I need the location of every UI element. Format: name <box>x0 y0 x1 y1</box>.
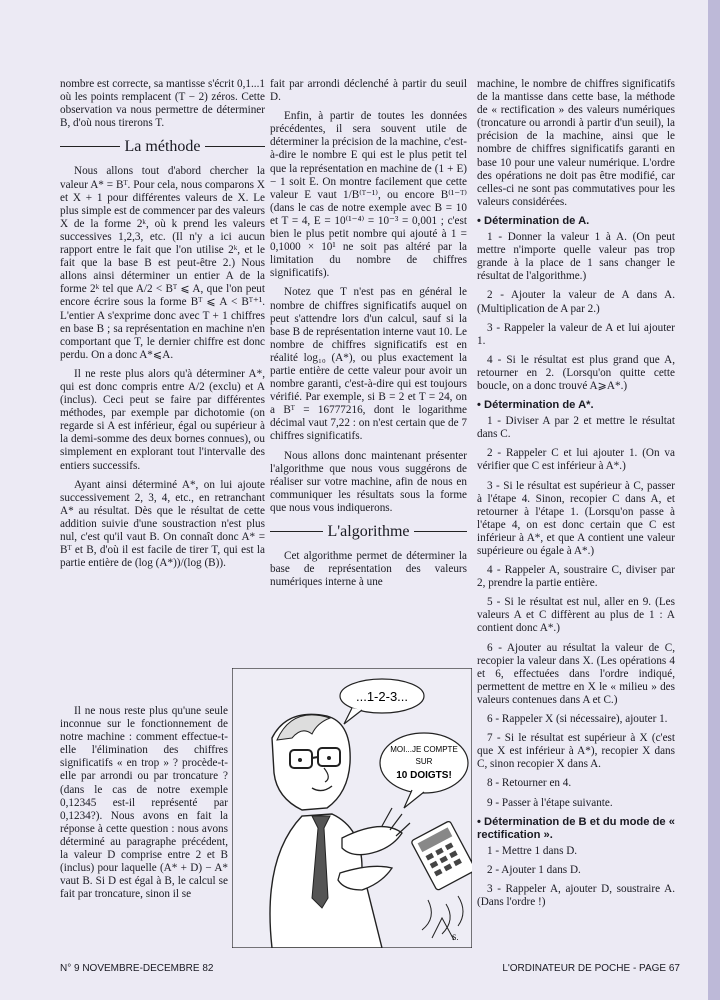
col1-paragraph-1: Nous allons tout d'abord chercher la valeur A* = Bᵀ. Pour cela, nous comparons X et X + 1 pour différentes valeurs de X. Le plus simple est de commencer par des valeurs X de la forme 2ᵏ, où k prend les valeurs successives 1,2,3, etc. (Il n'y a ici aucun rapport entre le fait que l'on utilise 2ᵏ, et le fait que la base B est peut-être 2.) Nous allons ainsi déterminer un entier A de la forme 2ᵏ tel que A/2 < Bᵀ ⩽ A, que l'on peut encore écrire sous la forme Bᵀ ⩽ A < Bᵀ⁺¹. L'entier A s'exprime donc avec T + 1 chiffres en base B ; sa représentation en machine n'en comportant que T, le dernier chiffre est donc perdu. On a donc A*⩽A. <box>60 165 265 361</box>
bubble-2-line-2: SUR <box>415 757 433 766</box>
step-astar-6b: 6 - Rappeler X (si nécessaire), ajouter 1. <box>487 713 668 726</box>
col2-paragraph-4: Cet algorithme permet de déterminer la base de représentation des valeurs numériques interne à une <box>270 550 467 589</box>
step-a-4: 4 - Si le résultat est plus grand que A, retourner en 2. (Lorsqu'on quitte cette boucle, on a donc trouvé A⩾A*.) <box>477 353 675 392</box>
step-a-3: 3 - Rappeler la valeur de A et lui ajouter 1. <box>477 321 675 347</box>
heading-rule-left <box>60 146 120 147</box>
step-a-2: 2 - Ajouter la valeur de A dans A. (Multiplication de A par 2.) <box>477 289 675 315</box>
step-a-1: 1 - Donner la valeur 1 à A. (On peut mettre n'importe quelle valeur pas trop grande à la place de 1 sans changer le résultat de l'algorithme.) <box>477 231 675 283</box>
cartoon-illustration <box>232 668 472 948</box>
col2-paragraph-3: Nous allons donc maintenant présenter l'algorithme que nous vous suggérons de réaliser sur votre machine, afin de nous en communiquer les résultats sous la forme que nous vous indiquerons. <box>270 449 467 514</box>
column-3 <box>477 78 675 915</box>
col1-paragraph-0: nombre est correcte, sa mantisse s'écrit 0,1...1 où les points remplacent (T − 2) zéros. Cette observation va nous permettre de déterminer B, d'où nous tirerons T. <box>60 78 265 130</box>
heading-rule-right <box>205 146 265 147</box>
step-astar-3: 3 - Si le résultat est supérieur à C, passer à l'étape 4. Sinon, recopier C dans A, et retourner à l'étape 1. (Lorsqu'on passe à l'étape 4, on est donc certain que C est inférieur à A*, et que A contient une valeur supérieure ou égale à A*.) <box>477 479 675 557</box>
subheading-determination-a-star: • Détermination de A*. <box>477 399 594 412</box>
step-astar-9: 9 - Passer à l'étape suivante. <box>487 796 613 809</box>
step-astar-6: 6 - Ajouter au résultat la valeur de C, recopier la valeur dans X. (Les opérations 4 et 6, effectuées dans l'ordre indiqué, permettent de mettre en X le « milieu » des valeurs contenues dans A et C.) <box>477 641 675 706</box>
heading-rule-left <box>270 531 323 532</box>
step-b-3: 3 - Rappeler A, ajouter D, soustraire A. (Dans l'ordre !) <box>477 882 675 909</box>
heading-text: La méthode <box>124 138 201 156</box>
step-b-1: 1 - Mettre 1 dans D. <box>487 844 578 857</box>
bubble-1-text: ...1-2-3... <box>355 689 409 704</box>
col3-paragraph-0: machine, le nombre de chiffres significatifs de la mantisse dans cette base, la méthode de « rectification » des valeurs numériques (troncature ou arrondi à partir d'un seuil), la précision de la machine, ainsi que le nombre de chiffres significatifs garanti en base 10 pour une valeur numérique. L'ordre des opérations ne doit pas être modifié, car celles-ci ne sont pas commutatives pour les valeurs considérées. <box>477 78 675 208</box>
page-edge <box>708 0 720 1000</box>
footer-page: L'ORDINATEUR DE POCHE - PAGE 67 <box>502 963 680 974</box>
col2-paragraph-1: Enfin, à partir de toutes les données précédentes, il sera souvent utile de déterminer la précision de la machine, c'est-à-dire le nombre E qui est le plus petit tel que la représentation en machine de (1 + E) − 1 soit E. On montre facilement que cette valeur E vaut 1/B⁽ᵀ⁻¹⁾, ou encore B⁽¹⁻ᵀ⁾ (dans le cas de notre exemple avec B = 10 et T = 4, E = 10⁽¹⁻⁴⁾ = 10⁻³ = 0,001 ; c'est bien le plus petit nombre qui ajouté à 1 = 0,1000 × 10¹ ne soit pas altéré par la limitation du nombre de chiffres significatifs). <box>270 110 467 280</box>
step-astar-8: 8 - Retourner en 4. <box>487 777 572 790</box>
cartoon-signature: S. <box>452 933 459 942</box>
col2-paragraph-0: fait par arrondi déclenché à partir du seuil D. <box>270 78 467 104</box>
column-2 <box>270 78 467 595</box>
step-astar-2: 2 - Rappeler C et lui ajouter 1. (On va vérifier que C est inférieur à A*.) <box>477 447 675 473</box>
step-astar-7: 7 - Si le résultat est supérieur à X (c'est que X est inférieur à A*), recopier X dans C, sinon recopier X dans A. <box>477 732 675 771</box>
step-b-2: 2 - Ajouter 1 dans D. <box>487 863 581 876</box>
col1-paragraph-2: Il ne reste plus alors qu'à déterminer A*, qui est donc compris entre A/2 (exclu) et A (inclus). Ceci peut se faire par différentes méthodes, par exemple par dichotomie (on regarde si A est inférieur, égal ou supérieur à la demi-somme des deux bornes connues), ou simplement en explorant tout l'intervalle des entiers successifs. <box>60 367 265 472</box>
step-astar-5: 5 - Si le résultat est nul, aller en 9. (Les valeurs A et C diffèrent au plus de 1 : A contient donc A*.) <box>477 596 675 635</box>
step-astar-1: 1 - Diviser A par 2 et mettre le résultat dans C. <box>477 415 675 441</box>
bubble-2-line-3: 10 DOIGTS! <box>396 770 452 781</box>
heading-text: L'algorithme <box>327 523 410 540</box>
section-heading-methode <box>60 138 265 156</box>
column-1 <box>60 78 265 576</box>
subheading-determination-b: • Détermination de B et du mode de « rectification ». <box>477 815 675 841</box>
footer-issue: N° 9 NOVEMBRE-DECEMBRE 82 <box>60 963 214 974</box>
col1-paragraph-4: Il ne nous reste plus qu'une seule inconnue sur le fonctionnement de notre machine : comment effectue-t-elle l'élimination des chiffres significatifs « en trop » ? procède-t-elle par arrondi ou par troncature ? (dans le cas de notre exemple 0,12345 est-il représenté par 0,1234?). Nous avons en fait la réponse à cette question : nous avons déterminé au paragraphe précédent, la valeur D comprise entre 2 et B (inclus) pour laquelle (A* + D) − A* vaut B. Si D est égal à B, le calcul se fait par troncature, sinon il se <box>60 705 228 901</box>
col1-paragraph-3: Ayant ainsi déterminé A*, on lui ajoute successivement 2, 3, 4, etc., en retranchant A* au résultat. Dès que le résultat de cette addition suivie d'une soustraction n'est plus nul, c'est qu'il vaut B. On connaît donc A* = Bᵀ et B, d'où il est facile de tirer T, qui est la partie entière de (log (A*))/(log (B)). <box>60 478 265 570</box>
column-1-narrow <box>60 705 228 901</box>
section-heading-algorithme <box>270 525 467 538</box>
heading-rule-right <box>414 531 467 532</box>
step-astar-4: 4 - Rappeler A, soustraire C, diviser par 2, prendre la partie entière. <box>477 564 675 590</box>
bubble-2-line-1: MOI...JE COMPTE <box>390 745 458 754</box>
col2-paragraph-2: Notez que T n'est pas en général le nombre de chiffres significatifs auquel on peut s'attendre lors d'un calcul, sauf si la base B de représentation interne vaut 10. Le nombre de chiffres significatifs est en réalité log₁₀ (A*), ou plus exactement la partie entière de cette valeur pour avoir un nombre garanti, c'est-à-dire qui est toujours vérifié. Par exemple, si B = 2 et T = 24, on a Bᵀ = 16777216, dont le logarithme décimal vaut 7,22 : on n'est certain que de 7 chiffres significatifs. <box>270 286 467 443</box>
subheading-determination-a: • Détermination de A. <box>477 214 590 227</box>
